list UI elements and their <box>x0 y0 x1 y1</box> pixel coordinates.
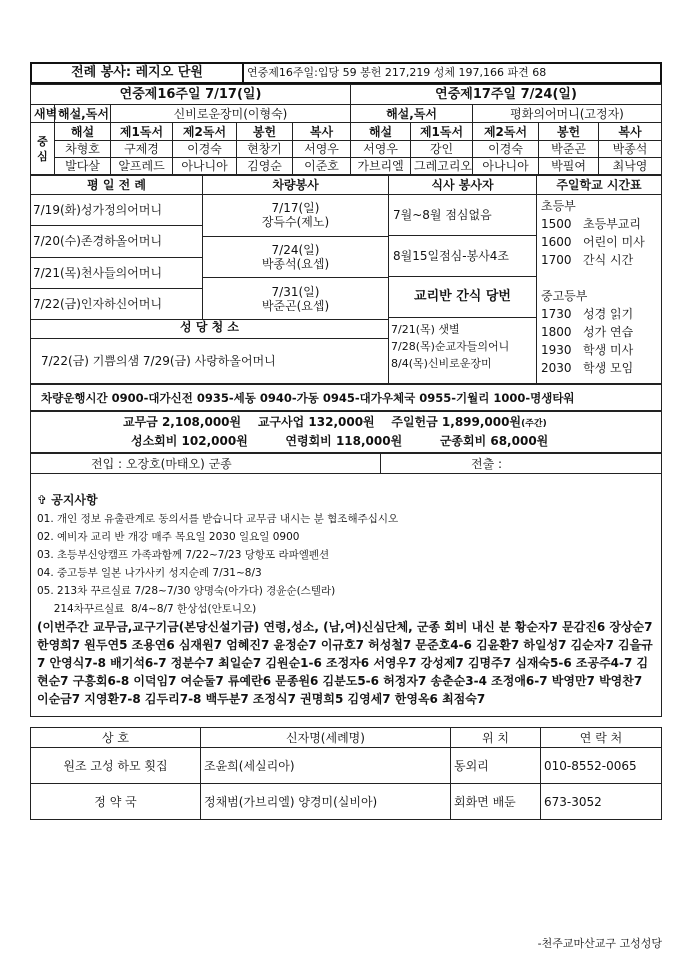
s2-col-altar: 복사 <box>599 123 662 141</box>
notice-item: 05. 213차 꾸르실료 7/28~7/30 양명숙(아가다) 경윤순(스텔라) <box>37 585 336 597</box>
merchant-shop: 원조 고성 하모 횟집 <box>31 748 201 784</box>
vocation-amount: 성소회비 102,000원 <box>131 434 248 448</box>
vehicle-item <box>203 237 388 279</box>
tithe-amount: 교무금 2,108,000원 <box>123 415 242 429</box>
s2-col-offering: 봉헌 <box>539 123 599 141</box>
s2-name: 서영우 <box>351 141 411 158</box>
finance-table <box>30 411 662 453</box>
s2-col-reading2: 제2독서 <box>473 123 539 141</box>
s2-baptismal: 최낙영 <box>599 158 662 175</box>
notice-section <box>30 474 662 717</box>
sunday1-dawn-roles: 해설,독서 <box>55 105 111 123</box>
sunday1-dawn-group: 신비로운장미(이형숙) <box>111 105 351 123</box>
sunday2-dawn-roles: 해설,독서 <box>351 105 473 123</box>
s1-baptismal: 김영순 <box>237 158 293 175</box>
merchant-location: 회화면 배둔 <box>451 784 541 820</box>
s2-baptismal: 가브리엘 <box>351 158 411 175</box>
vehicle-name: 박준곤(요셉) <box>261 298 330 313</box>
s1-baptismal: 발다살 <box>55 158 111 175</box>
transfer-out: 전출 : <box>381 454 662 474</box>
s1-col-altar: 복사 <box>293 123 351 141</box>
bus-table <box>30 384 662 411</box>
s2-baptismal: 아나니아 <box>473 158 539 175</box>
weekday-title: 평 일 전 례 <box>31 176 203 195</box>
s1-name: 구제경 <box>111 141 173 158</box>
s1-col-reading2: 제2독서 <box>173 123 237 141</box>
s2-baptismal: 박필여 <box>539 158 599 175</box>
s1-name: 서영우 <box>293 141 351 158</box>
dawn-label: 새벽 <box>31 105 55 123</box>
s2-name: 박준곤 <box>539 141 599 158</box>
merchant-col-location: 위 치 <box>451 728 541 748</box>
cleaning-text: 7/22(금) 기쁨의샘 7/29(금) 사랑하올어머니 <box>41 354 276 368</box>
finance-line2 <box>31 433 661 450</box>
bus-schedule: 차량운행시간 0900-대가신전 0935-세동 0940-가동 0945-대가우체국 0955-기월리 1000-명생타워 <box>31 385 662 411</box>
vehicle-date: 7/24(일) <box>271 243 320 257</box>
vehicle-item <box>203 278 388 319</box>
meal-item: 8월15일점심-봉사4조 <box>389 236 536 277</box>
s2-name: 이경숙 <box>473 141 539 158</box>
s2-baptismal: 그레고리오 <box>411 158 473 175</box>
s1-col-reading1: 제1독서 <box>111 123 173 141</box>
transfer-in: 전입 : 오장호(마태오) 군종 <box>31 454 381 474</box>
school-row: 1700 간식 시간 <box>541 253 634 267</box>
sunday-schedule-table <box>30 84 662 175</box>
snack-item: 8/4(목)신비로운장미 <box>391 357 492 370</box>
vehicle-name: 박종석(요셉) <box>261 257 330 271</box>
cleaning-title: 성 당 청 소 <box>31 320 388 339</box>
s1-baptismal: 아나니아 <box>173 158 237 175</box>
bulletin <box>30 62 662 820</box>
elder-amount: 연령회비 118,000원 <box>285 434 403 448</box>
attendance-stats: 연중제16주일:입당 59 봉헌 217,219 성체 197,166 파견 68 <box>243 63 661 83</box>
sunday2-dawn-group: 평화의어머니(고정자) <box>473 105 662 123</box>
vehicle-date: 7/31(일) <box>271 284 320 299</box>
middle-school-label: 중고등부 <box>541 289 588 303</box>
vehicle-name: 장득수(제노) <box>261 215 330 230</box>
service-title: 전례 봉사: 레지오 단원 <box>31 63 243 83</box>
sunday2-title: 연중제17주일 7/24(일) <box>351 85 662 105</box>
merchant-col-name: 신자명(세례명) <box>201 728 451 748</box>
s1-name: 이경숙 <box>173 141 237 158</box>
military-amount: 군종회비 68,000원 <box>439 434 549 448</box>
school-row: 1800 성가 연습 <box>541 325 634 339</box>
notice-item: 02. 예비자 교리 반 개강 매주 목요일 2030 일요일 0900 <box>37 531 300 543</box>
merchant-location: 동외리 <box>451 748 541 784</box>
s1-baptismal: 이준호 <box>293 158 351 175</box>
school-row: 1600 어린이 미사 <box>541 235 645 249</box>
weekday-item: 7/21(목)천사들의어머니 <box>31 258 202 289</box>
s2-name: 박종석 <box>599 141 662 158</box>
weekly-schedule-table <box>30 175 662 384</box>
notice-item: 03. 초등부신앙캠프 가족과함께 7/22~7/23 당항포 라파엘펜션 <box>37 549 330 561</box>
meal-title: 식사 봉사자 <box>389 176 537 195</box>
merchant-owner: 정채범(가브리엘) 양경미(실비아) <box>201 784 451 820</box>
elementary-label: 초등부 <box>541 199 576 213</box>
weekday-item: 7/19(화)성가정의어머니 <box>31 195 202 226</box>
notice-item: 01. 개인 정보 유출관계로 동의서를 받습니다 교무금 내시는 분 협조해주십시오 <box>37 513 399 525</box>
finance-line1 <box>31 414 661 433</box>
transfer-table <box>30 453 662 474</box>
notice-item: 04. 중고등부 일본 나가사키 성지순례 7/31~8/3 <box>37 567 262 579</box>
school-row: 1730 성경 읽기 <box>541 307 634 321</box>
school-row: 1930 학생 미사 <box>541 343 634 357</box>
pledge-list: (이번주간 교무금,교구기금(본당신설기금) 연령,성소, (남,여)신심단체, 군종 회비 내신 분 황순자7 문감진6 장상순7 한영희7 원두연5 조용연6 심재원7 엄혜진7 윤정순7 이규호7 허성철7 문준호4-6 김윤환7 하일성7 김순자7 김을규7 안영식7-8 배기석6-7 정분수7 최일순7 김원순1-6 조정자6 서영우7 강성제7 김명주7 심재숙5-6 조공주4-7 김현순7 구흥회6-8 이덕임7 여순둘7 류예란6 문종원6 김분도5-6 허정자7 송춘순3-4 조정애6-7 박영만7 박영찬7 이순금7 지영환7-8 김두리7-8 백두분7 조정식7 권명희5 김영세7 한영옥6 최점숙7 <box>37 620 653 706</box>
snack-item: 7/28(목)순교자들의어니 <box>391 340 510 353</box>
merchant-contact: 673-3052 <box>541 784 662 820</box>
s1-baptismal: 알프레드 <box>111 158 173 175</box>
merchant-contact: 010-8552-0065 <box>541 748 662 784</box>
parish-footer: -천주교마산교구 고성성당 <box>537 937 662 950</box>
school-row: 2030 학생 모임 <box>541 361 634 375</box>
weekday-item: 7/22(금)인자하신어머니 <box>33 296 163 311</box>
notice-title: ✞ 공지사항 <box>37 493 98 507</box>
s1-col-commentary: 해설 <box>55 123 111 141</box>
school-title: 주일학교 시간표 <box>537 176 662 195</box>
merchant-col-shop: 상 호 <box>31 728 201 748</box>
middle-label: 중심 <box>31 123 55 175</box>
diocese-amount: 교구사업 132,000원 <box>257 415 375 429</box>
s1-col-offering: 봉헌 <box>237 123 293 141</box>
sunday-offering-amount: 주일헌금 1,899,000원 <box>391 415 522 429</box>
s2-col-reading1: 제1독서 <box>411 123 473 141</box>
header-table <box>30 62 662 84</box>
vehicle-title: 차량봉사 <box>203 176 389 195</box>
snack-item: 7/21(목) 샛별 <box>391 323 460 336</box>
s1-name: 현창기 <box>237 141 293 158</box>
school-row: 1500 초등부교리 <box>541 217 641 231</box>
snack-title: 교리반 간식 당번 <box>389 277 536 318</box>
s2-col-commentary: 해설 <box>351 123 411 141</box>
merchant-owner: 조윤희(세실리아) <box>201 748 451 784</box>
weekday-item: 7/20(수)존경하올어머니 <box>31 226 202 257</box>
s2-name: 강인 <box>411 141 473 158</box>
merchant-col-contact: 연 락 처 <box>541 728 662 748</box>
s1-name: 차형호 <box>55 141 111 158</box>
meal-item: 7월~8월 점심없음 <box>389 195 536 236</box>
weekly-note: (주간) <box>521 419 547 429</box>
sunday1-title: 연중제16주일 7/17(일) <box>31 85 351 105</box>
merchant-shop: 정 약 국 <box>31 784 201 820</box>
notice-item: 214차꾸르실료 8/4~8/7 한상섭(안토니오) <box>37 603 257 615</box>
vehicle-date: 7/17(일) <box>271 201 320 216</box>
merchant-table <box>30 727 662 820</box>
vehicle-item <box>203 195 388 237</box>
